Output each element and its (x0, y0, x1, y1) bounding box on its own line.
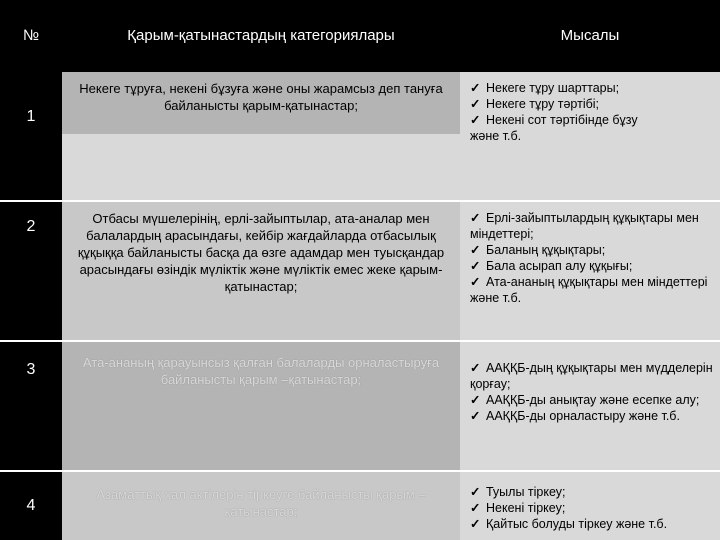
check-icon: ✓ (470, 393, 481, 407)
list-item: ✓ Бала асырап алу құқығы; (470, 259, 633, 273)
row-2-category: Отбасы мүшелерінің, ерлі-зайыптылар, ата-аналар мен балалардың арасындағы, кейбір жағдайларда отбасылық құқыққа байланысты басқа да өзге адамдар мен туысқандар арасындағы өзіндік мүліктік және мүліктік емес жеке қарым-қатынастар; (62, 202, 460, 300)
row-2-number: 2 (0, 202, 62, 252)
list-item: ✓ ААҚҚБ-дың құқықтары мен мүдделерін қорғау; (470, 361, 713, 391)
row-4-examples (460, 472, 720, 540)
list-item: ✓ Некеге тұру шарттары; (470, 81, 620, 95)
check-icon: ✓ (470, 485, 481, 499)
list-item: ✓ Қайтыс болуды тіркеу және т.б. (470, 517, 668, 531)
header-no: № (0, 0, 62, 70)
header-examples: Мысалы (460, 0, 720, 70)
list-item: ✓ Баланың құқықтары; (470, 243, 606, 257)
list-item: ✓ Туылы тіркеу; (470, 485, 566, 499)
row-4-number: 4 (0, 472, 62, 540)
check-icon: ✓ (470, 275, 481, 289)
header-category: Қарым-қатынастардың категориялары (62, 0, 460, 70)
check-icon: ✓ (470, 501, 481, 515)
check-icon: ✓ (470, 259, 481, 273)
row-1-number-lower (0, 162, 62, 200)
list-item: ✓ Ата-ананың құқықтары мен міндеттері және т.б. (470, 275, 708, 305)
list-item: ✓ Некені сот тәртібінде бұзу (470, 113, 638, 127)
row-3-examples (460, 342, 720, 470)
check-icon: ✓ (470, 361, 481, 375)
check-icon: ✓ (470, 81, 481, 95)
check-icon: ✓ (470, 97, 481, 111)
row-4-category: Азаматтық хал актілерін тіркеуге байланысты қарым –қатынастар; (62, 472, 460, 540)
check-icon: ✓ (470, 211, 481, 225)
check-icon: ✓ (470, 409, 481, 423)
row-1-number: 1 (0, 72, 62, 162)
row-2-category-lower (62, 300, 460, 340)
check-icon: ✓ (470, 243, 481, 257)
row-3-number: 3 (0, 342, 62, 398)
list-item: ✓ Некеге тұру тәртібі; (470, 97, 600, 111)
list-item: ✓ ААҚҚБ-ды орналастыру және т.б. (470, 409, 680, 423)
row-3-number-lower (0, 398, 62, 470)
row-1-category-lower (62, 134, 460, 200)
list-item-tail: және т.б. (470, 129, 522, 143)
row-2-examples (460, 202, 720, 340)
row-3-category: Ата-ананың қарауынсыз қалған балаларды орналастыруға байланысты қарым –қатынастар; (62, 342, 460, 470)
row-1-category: Некеге тұруға, некені бұзуға және оны жарамсыз деп тануға байланысты қарым-қатынастар; (62, 72, 460, 134)
check-icon: ✓ (470, 517, 481, 531)
list-item: ✓ Некені тіркеу; (470, 501, 566, 515)
list-item: ✓ ААҚҚБ-ды анықтау және есепке алу; (470, 393, 700, 407)
row-1-examples (460, 72, 720, 200)
row-2-number-lower (0, 252, 62, 340)
check-icon: ✓ (470, 113, 481, 127)
list-item: ✓ Ерлі-зайыптылардың құқықтары мен міндеттері; (470, 211, 699, 241)
